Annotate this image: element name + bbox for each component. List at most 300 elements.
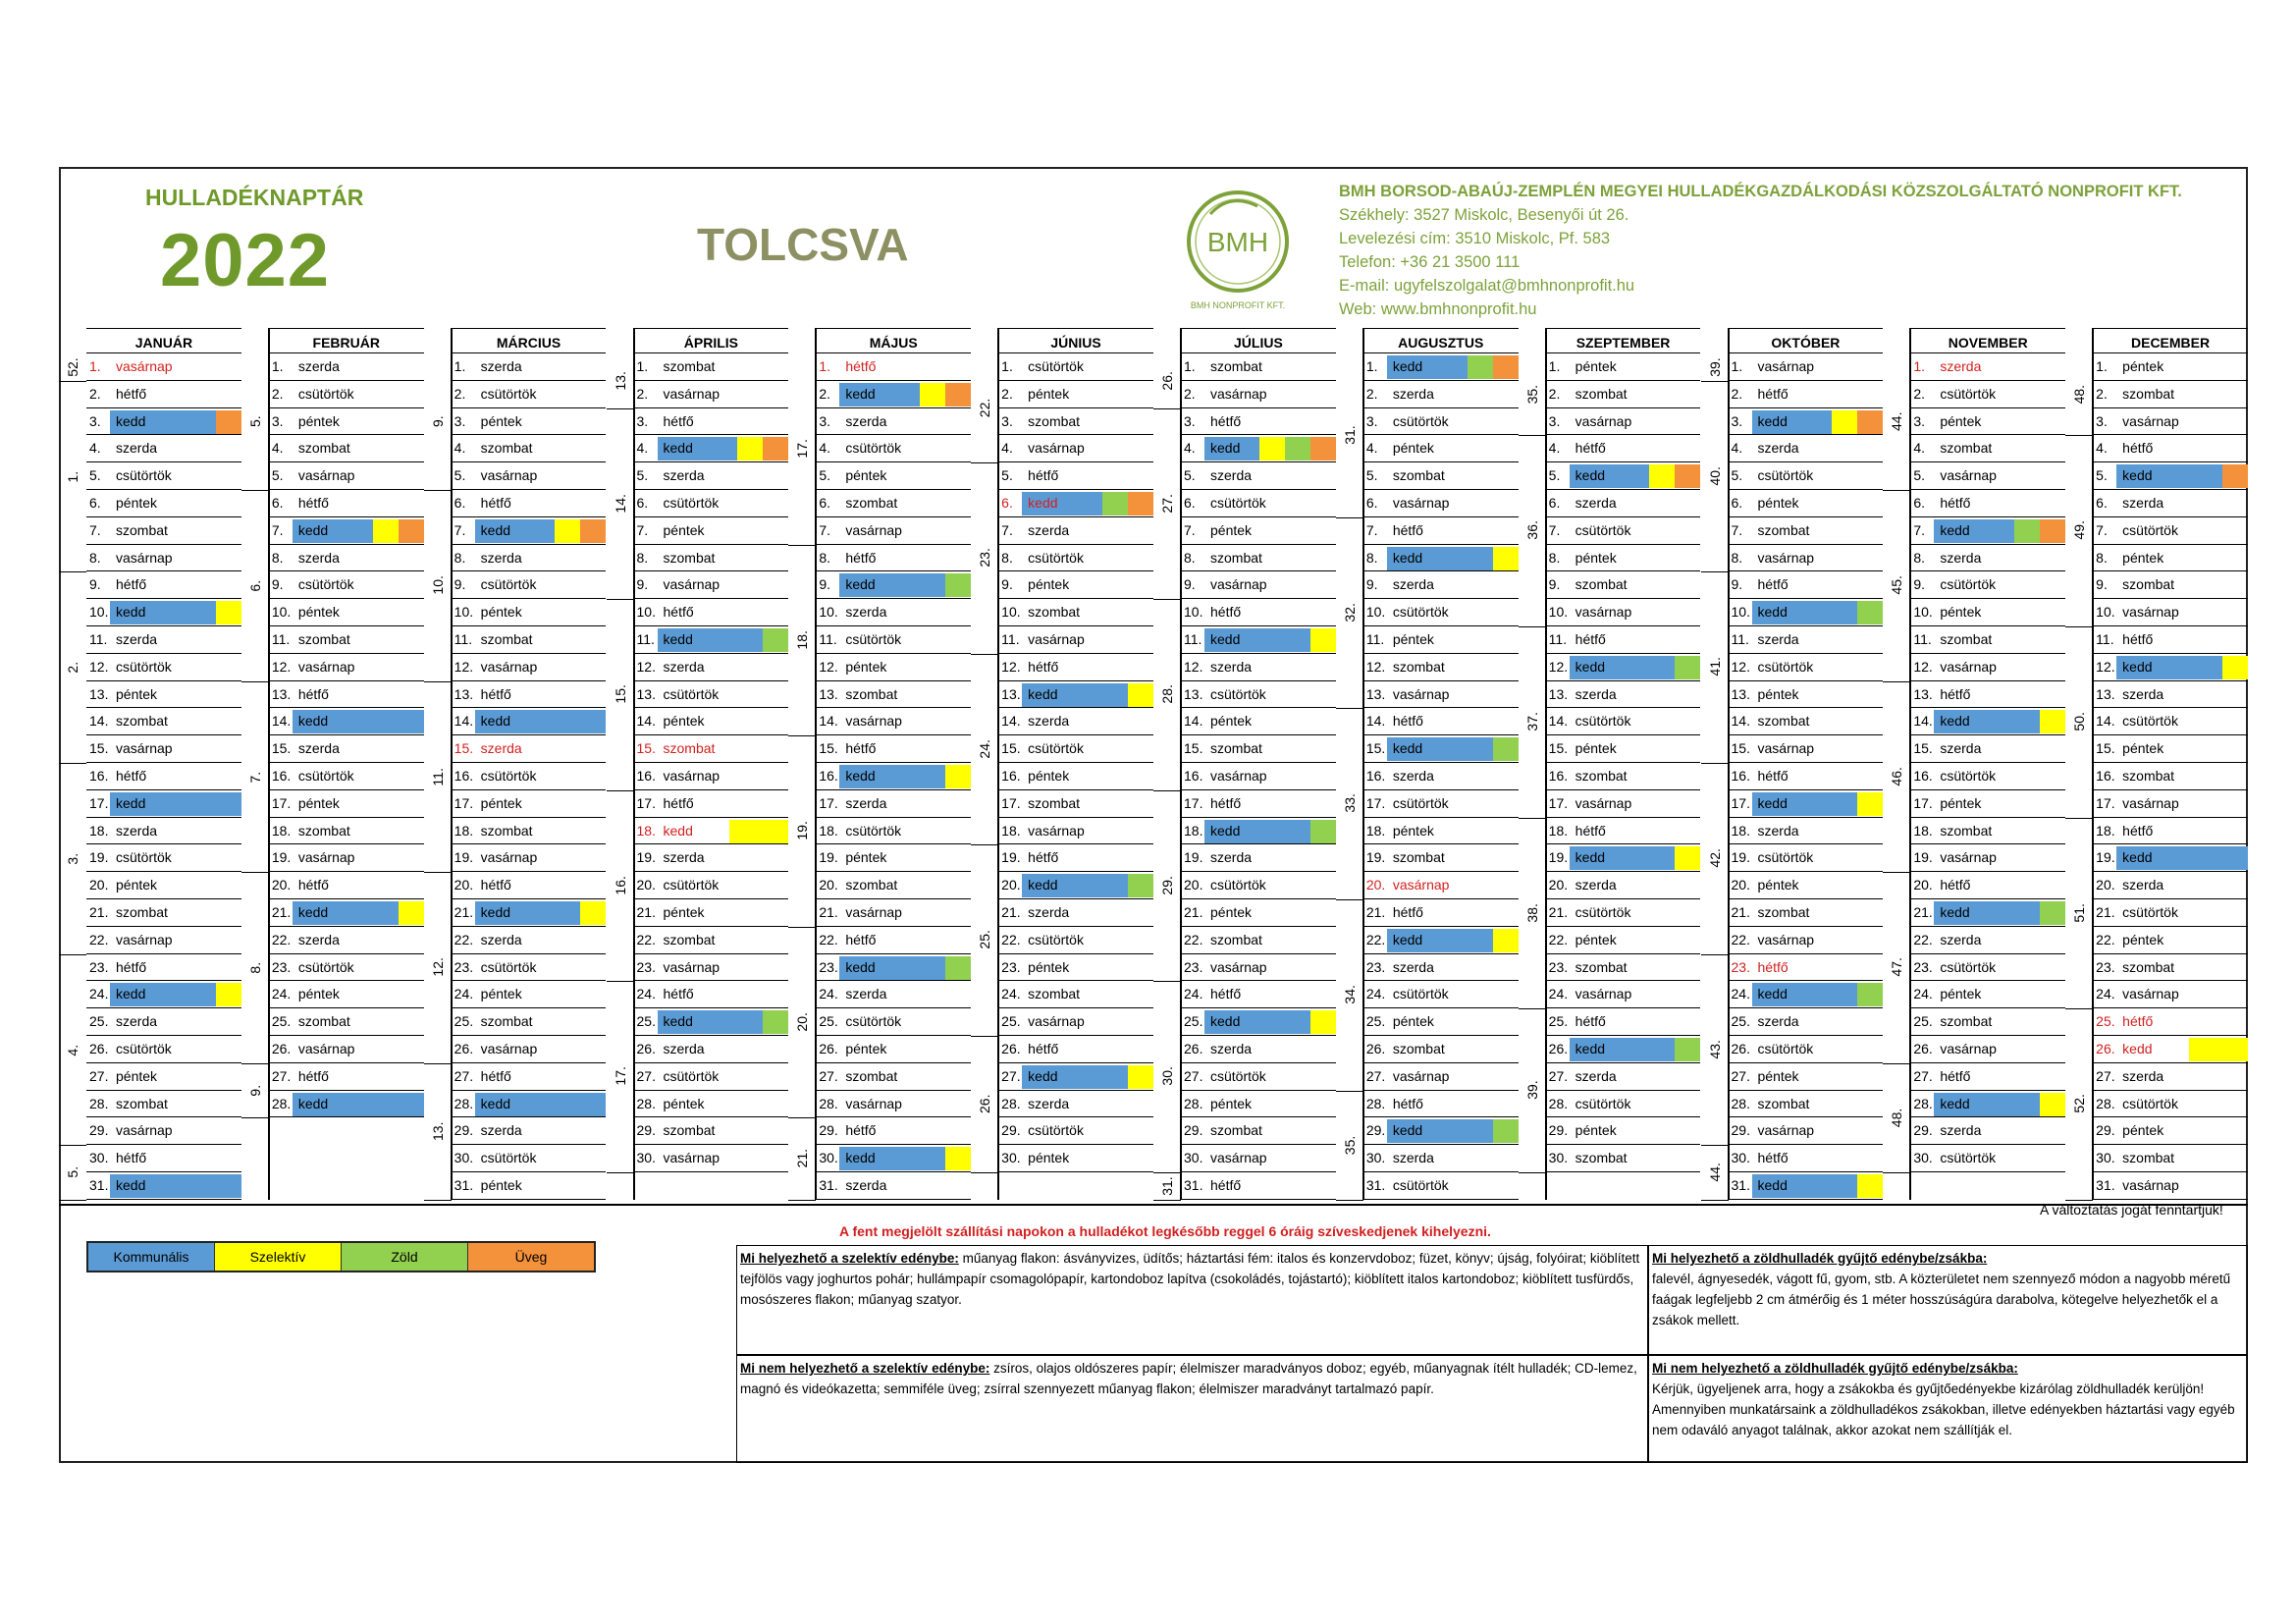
day-number: 1. xyxy=(454,358,466,374)
day-name: vasárnap xyxy=(845,1095,902,1111)
week-number: 45. xyxy=(1889,575,1905,596)
day-cell xyxy=(1729,626,1884,654)
day-cell xyxy=(1910,599,2065,626)
day-cell xyxy=(998,981,1153,1008)
day-number: 17. xyxy=(819,794,838,811)
day-number: 10. xyxy=(1001,604,1021,621)
day-number: 1. xyxy=(89,358,101,374)
collection-szelektiv-bar xyxy=(2040,710,2065,733)
week-number: 42. xyxy=(1706,848,1723,869)
day-name: kedd xyxy=(1940,713,1970,730)
day-number: 19. xyxy=(1184,849,1203,866)
day-cell xyxy=(816,872,971,899)
day-number: 31. xyxy=(89,1177,109,1193)
day-number: 25. xyxy=(819,1013,838,1030)
day-number: 14. xyxy=(1365,713,1386,730)
collection-szelektiv-bar xyxy=(1128,683,1153,707)
day-number: 21. xyxy=(2096,904,2115,920)
day-name: hétfő xyxy=(116,768,147,784)
day-cell xyxy=(2093,872,2248,899)
day-name: hétfő xyxy=(663,412,694,429)
day-name: kedd xyxy=(480,904,511,920)
day-cell xyxy=(998,435,1153,462)
day-number: 27. xyxy=(1001,1067,1021,1084)
day-number: 29. xyxy=(1001,1122,1021,1139)
day-name: hétfő xyxy=(1392,713,1423,730)
day-cell xyxy=(1729,545,1884,572)
day-name: vasárnap xyxy=(1575,412,1632,429)
day-number: 4. xyxy=(2096,440,2108,457)
day-name: szombat xyxy=(663,931,716,947)
week-number: 35. xyxy=(1341,1135,1358,1155)
day-cell xyxy=(2093,571,2248,599)
day-name: vasárnap xyxy=(845,713,902,730)
day-number: 16. xyxy=(1548,768,1569,784)
day-name: szerda xyxy=(845,604,887,621)
day-cell xyxy=(452,1063,607,1091)
day-name: csütörtök xyxy=(1757,658,1814,675)
day-cell xyxy=(1910,435,2065,462)
day-number: 10. xyxy=(1913,604,1933,621)
day-name: szombat xyxy=(480,440,533,457)
month-header: OKTÓBER xyxy=(1729,328,1884,353)
day-number: 29. xyxy=(1184,1122,1203,1139)
day-name: csütörtök xyxy=(1940,768,1997,784)
day-number: 29. xyxy=(1365,1122,1386,1139)
day-number: 19. xyxy=(1913,849,1933,866)
day-cell xyxy=(1181,1036,1336,1063)
day-cell xyxy=(1546,490,1701,517)
week-number: 32. xyxy=(1341,603,1358,623)
day-name: szerda xyxy=(2122,877,2164,893)
day-cell xyxy=(1910,954,2065,982)
day-name: csütörtök xyxy=(1392,412,1449,429)
day-number: 19. xyxy=(1365,849,1386,866)
day-cell xyxy=(1729,1008,1884,1036)
day-name: hétfő xyxy=(1940,877,1971,893)
day-name: kedd xyxy=(116,794,146,811)
day-cell xyxy=(1546,545,1701,572)
day-number: 3. xyxy=(819,412,831,429)
day-number: 17. xyxy=(1731,794,1750,811)
day-number: 2. xyxy=(271,385,284,402)
day-number: 15. xyxy=(636,740,656,757)
day-name: hétfő xyxy=(845,740,877,757)
company-web[interactable]: Web: www.bmhnonprofit.hu xyxy=(1339,300,1537,318)
day-name: kedd xyxy=(845,1150,876,1166)
day-cell xyxy=(86,381,241,408)
day-number: 7. xyxy=(1913,521,1926,538)
collection-szelektiv-bar xyxy=(1649,464,1675,488)
day-cell xyxy=(452,818,607,845)
day-name: hétfő xyxy=(1210,986,1242,1002)
day-name: vasárnap xyxy=(1757,740,1815,757)
day-name: szombat xyxy=(297,440,350,457)
day-name: csütörtök xyxy=(1575,713,1631,730)
day-cell xyxy=(816,571,971,599)
day-cell xyxy=(1363,435,1519,462)
day-number: 28. xyxy=(271,1095,292,1111)
day-name: szerda xyxy=(1940,1122,1982,1139)
collection-szelektiv-bar xyxy=(2222,656,2248,679)
day-number: 25. xyxy=(89,1013,109,1030)
day-number: 10. xyxy=(1731,604,1750,621)
day-name: kedd xyxy=(1028,1067,1058,1084)
day-number: 17. xyxy=(1001,794,1021,811)
day-cell xyxy=(269,735,424,763)
day-name: hétfő xyxy=(116,958,147,975)
day-cell xyxy=(816,626,971,654)
collection-szelektiv-bar xyxy=(373,519,399,543)
day-cell xyxy=(86,517,241,545)
day-cell xyxy=(1546,1063,1701,1091)
day-cell xyxy=(1729,818,1884,845)
day-cell xyxy=(1910,872,2065,899)
day-cell xyxy=(998,899,1153,927)
day-number: 11. xyxy=(819,631,837,647)
day-cell xyxy=(1181,763,1336,790)
day-number: 17. xyxy=(1365,794,1386,811)
day-number: 26. xyxy=(819,1041,838,1056)
day-number: 9. xyxy=(1001,576,1013,593)
day-cell xyxy=(1546,981,1701,1008)
day-number: 14. xyxy=(636,713,656,730)
week-number: 37. xyxy=(1523,712,1540,732)
day-cell xyxy=(1729,844,1884,872)
day-cell xyxy=(1729,954,1884,982)
day-number: 7. xyxy=(1001,521,1013,538)
day-name: csütörtök xyxy=(1210,877,1266,893)
day-cell xyxy=(1910,681,2065,709)
day-number: 16. xyxy=(1913,768,1933,784)
day-name: kedd xyxy=(1575,658,1606,675)
day-cell xyxy=(816,1145,971,1172)
day-cell xyxy=(816,353,971,381)
day-number: 24. xyxy=(1913,986,1933,1002)
day-name: csütörtök xyxy=(1028,358,1084,374)
month-header: NOVEMBER xyxy=(1910,328,2065,353)
day-cell xyxy=(86,1063,241,1091)
day-cell xyxy=(634,954,789,982)
day-number: 16. xyxy=(636,768,656,784)
day-number: 27. xyxy=(454,1067,474,1084)
day-number: 28. xyxy=(1184,1095,1203,1111)
day-name: szerda xyxy=(1392,958,1434,975)
day-name: vasárnap xyxy=(663,958,721,975)
day-number: 18. xyxy=(819,822,838,839)
day-cell xyxy=(269,818,424,845)
day-number: 17. xyxy=(1913,794,1933,811)
week-number: 51. xyxy=(2071,903,2088,923)
day-name: hétfő xyxy=(663,604,694,621)
day-cell xyxy=(452,872,607,899)
day-number: 18. xyxy=(1001,822,1021,839)
day-number: 11. xyxy=(89,631,108,647)
day-cell xyxy=(1363,517,1519,545)
day-cell xyxy=(86,981,241,1008)
day-name: vasárnap xyxy=(480,849,538,866)
day-number: 15. xyxy=(1731,740,1750,757)
day-name: szombat xyxy=(663,1122,716,1139)
day-name: csütörtök xyxy=(116,1041,172,1056)
day-number: 15. xyxy=(1184,740,1203,757)
day-number: 7. xyxy=(454,521,466,538)
day-name: vasárnap xyxy=(1757,931,1815,947)
day-name: hétfő xyxy=(297,495,329,511)
day-cell xyxy=(998,408,1153,436)
week-number: 48. xyxy=(2071,384,2088,405)
day-cell xyxy=(634,490,789,517)
day-cell xyxy=(2093,462,2248,490)
day-number: 18. xyxy=(89,822,109,839)
day-number: 15. xyxy=(454,740,474,757)
day-cell xyxy=(634,681,789,709)
day-number: 21. xyxy=(636,904,656,920)
week-separator xyxy=(971,1172,998,1173)
legend-zold: Zöld xyxy=(342,1243,468,1271)
day-cell xyxy=(1729,1117,1884,1145)
day-cell xyxy=(998,381,1153,408)
day-number: 19. xyxy=(89,849,109,866)
day-number: 18. xyxy=(1365,822,1386,839)
day-cell xyxy=(1363,927,1519,954)
day-number: 18. xyxy=(1184,822,1203,839)
day-name: szombat xyxy=(1940,631,1993,647)
day-cell xyxy=(1546,408,1701,436)
day-cell xyxy=(2093,1036,2248,1063)
day-cell xyxy=(1729,1036,1884,1063)
day-number: 26. xyxy=(1913,1041,1933,1056)
collection-uveg-bar xyxy=(2040,519,2065,543)
day-number: 22. xyxy=(1913,931,1933,947)
day-number: 25. xyxy=(1731,1013,1750,1030)
day-cell xyxy=(1910,490,2065,517)
day-name: péntek xyxy=(1757,877,1799,893)
day-number: 29. xyxy=(636,1122,656,1139)
day-number: 22. xyxy=(1184,931,1203,947)
day-cell xyxy=(1546,899,1701,927)
day-name: péntek xyxy=(116,495,158,511)
day-cell xyxy=(86,735,241,763)
day-number: 17. xyxy=(2096,794,2115,811)
day-cell xyxy=(86,681,241,709)
day-number: 11. xyxy=(271,631,291,647)
day-number: 22. xyxy=(1731,931,1750,947)
day-cell xyxy=(1729,1172,1884,1200)
day-number: 31. xyxy=(819,1177,838,1193)
day-number: 9. xyxy=(271,576,284,593)
day-number: 22. xyxy=(819,931,838,947)
day-number: 25. xyxy=(1548,1013,1569,1030)
day-number: 23. xyxy=(2096,958,2115,975)
legend-uveg: Üveg xyxy=(468,1243,594,1271)
day-number: 2. xyxy=(2096,385,2108,402)
day-name: hétfő xyxy=(1392,904,1423,920)
day-name: hétfő xyxy=(1028,658,1059,675)
day-name: hétfő xyxy=(297,877,329,893)
day-number: 24. xyxy=(1731,986,1750,1002)
day-cell xyxy=(1546,1145,1701,1172)
day-name: kedd xyxy=(1210,822,1241,839)
day-name: szerda xyxy=(480,549,522,566)
day-name: kedd xyxy=(1028,685,1058,702)
day-number: 21. xyxy=(1365,904,1386,920)
day-number: 21. xyxy=(454,904,474,920)
day-cell xyxy=(998,1008,1153,1036)
day-cell xyxy=(86,818,241,845)
day-name: kedd xyxy=(1940,1095,1970,1111)
collection-zold-bar xyxy=(1857,983,1883,1006)
day-name: csütörtök xyxy=(663,1067,720,1084)
day-number: 24. xyxy=(1548,986,1569,1002)
day-number: 7. xyxy=(2096,521,2108,538)
day-cell xyxy=(1910,626,2065,654)
day-number: 30. xyxy=(1184,1150,1203,1166)
day-number: 8. xyxy=(819,549,831,566)
day-name: hétfő xyxy=(663,986,694,1002)
day-cell xyxy=(1181,981,1336,1008)
day-number: 3. xyxy=(1365,412,1378,429)
day-number: 10. xyxy=(1548,604,1569,621)
day-cell xyxy=(269,381,424,408)
day-name: csütörtök xyxy=(1575,904,1631,920)
day-number: 6. xyxy=(1184,495,1196,511)
day-number: 12. xyxy=(1365,658,1386,675)
day-name: szombat xyxy=(1757,713,1810,730)
day-cell xyxy=(1546,654,1701,681)
day-number: 21. xyxy=(1731,904,1750,920)
day-cell xyxy=(1729,353,1884,381)
day-number: 17. xyxy=(1548,794,1569,811)
day-cell xyxy=(1363,844,1519,872)
day-cell xyxy=(634,818,789,845)
day-cell xyxy=(1363,954,1519,982)
day-number: 10. xyxy=(819,604,838,621)
day-cell xyxy=(1546,954,1701,982)
day-name: szombat xyxy=(1210,549,1262,566)
day-name: vasárnap xyxy=(297,658,355,675)
day-number: 6. xyxy=(1365,495,1378,511)
day-name: kedd xyxy=(1210,440,1241,457)
day-name: péntek xyxy=(663,904,705,920)
week-number: 27. xyxy=(1159,494,1175,514)
day-cell xyxy=(1546,872,1701,899)
day-number: 30. xyxy=(2096,1150,2115,1166)
day-name: péntek xyxy=(480,794,522,811)
day-cell xyxy=(816,490,971,517)
day-name: péntek xyxy=(480,604,522,621)
day-cell xyxy=(1910,462,2065,490)
company-email[interactable]: E-mail: ugyfelszolgalat@bmhnonprofit.hu xyxy=(1339,277,1635,295)
day-cell xyxy=(816,545,971,572)
day-number: 15. xyxy=(1548,740,1569,757)
collection-uveg-bar xyxy=(2222,464,2248,488)
day-name: hétfő xyxy=(480,877,511,893)
day-name: péntek xyxy=(1757,495,1799,511)
day-cell xyxy=(86,654,241,681)
week-number: 17. xyxy=(612,1066,628,1087)
day-number: 23. xyxy=(454,958,474,975)
day-cell xyxy=(816,1091,971,1118)
day-cell xyxy=(998,818,1153,845)
day-cell xyxy=(1181,818,1336,845)
day-name: kedd xyxy=(297,1095,329,1111)
day-number: 1. xyxy=(1548,358,1561,374)
day-number: 25. xyxy=(454,1013,474,1030)
day-name: hétfő xyxy=(1575,1013,1606,1030)
day-number: 22. xyxy=(2096,931,2115,947)
day-cell xyxy=(634,1145,789,1172)
day-cell xyxy=(2093,381,2248,408)
week-separator xyxy=(1519,1172,1546,1173)
day-number: 5. xyxy=(1731,467,1743,484)
day-number: 5. xyxy=(819,467,831,484)
day-name: szombat xyxy=(1575,958,1628,975)
day-number: 24. xyxy=(271,986,292,1002)
day-cell xyxy=(452,1008,607,1036)
day-cell xyxy=(269,408,424,436)
day-name: szerda xyxy=(1575,495,1617,511)
day-number: 5. xyxy=(454,467,466,484)
day-number: 27. xyxy=(89,1067,109,1084)
day-cell xyxy=(1181,1145,1336,1172)
day-number: 5. xyxy=(271,467,284,484)
day-cell xyxy=(816,763,971,790)
day-name: szerda xyxy=(480,740,522,757)
week-number: 41. xyxy=(1706,657,1723,677)
day-number: 28. xyxy=(89,1095,109,1111)
day-name: szerda xyxy=(1575,1067,1617,1084)
day-name: vasárnap xyxy=(1392,685,1450,702)
day-name: szerda xyxy=(116,1013,158,1030)
day-name: vasárnap xyxy=(480,658,538,675)
day-cell xyxy=(1546,735,1701,763)
day-name: csütörtök xyxy=(1392,986,1449,1002)
day-number: 11. xyxy=(1184,631,1202,647)
day-cell xyxy=(269,1036,424,1063)
month-header: ÁPRILIS xyxy=(634,328,789,353)
day-cell xyxy=(2093,517,2248,545)
day-cell xyxy=(1729,1063,1884,1091)
day-name: csütörtök xyxy=(1392,604,1449,621)
day-name: vasárnap xyxy=(2122,412,2179,429)
day-cell xyxy=(1363,1172,1519,1200)
day-cell xyxy=(816,681,971,709)
day-name: csütörtök xyxy=(663,877,720,893)
week-number: 25. xyxy=(977,930,993,950)
day-cell xyxy=(452,681,607,709)
day-number: 11. xyxy=(2096,631,2114,647)
week-number: 38. xyxy=(1523,903,1540,923)
day-cell xyxy=(1363,1036,1519,1063)
day-name: szerda xyxy=(480,931,522,947)
week-number: 28. xyxy=(1159,684,1175,705)
day-name: péntek xyxy=(1757,685,1799,702)
day-name: csütörtök xyxy=(1210,685,1266,702)
day-name: péntek xyxy=(2122,358,2164,374)
week-number: 6. xyxy=(246,579,263,592)
day-cell xyxy=(1181,899,1336,927)
day-name: csütörtök xyxy=(845,440,902,457)
collection-zold-bar xyxy=(1675,656,1700,679)
day-number: 2. xyxy=(636,385,649,402)
collection-uveg-bar xyxy=(1310,437,1336,460)
day-name: hétfő xyxy=(1757,576,1789,593)
day-number: 22. xyxy=(89,931,109,947)
day-cell xyxy=(634,1117,789,1145)
day-cell xyxy=(86,353,241,381)
day-cell xyxy=(1181,927,1336,954)
